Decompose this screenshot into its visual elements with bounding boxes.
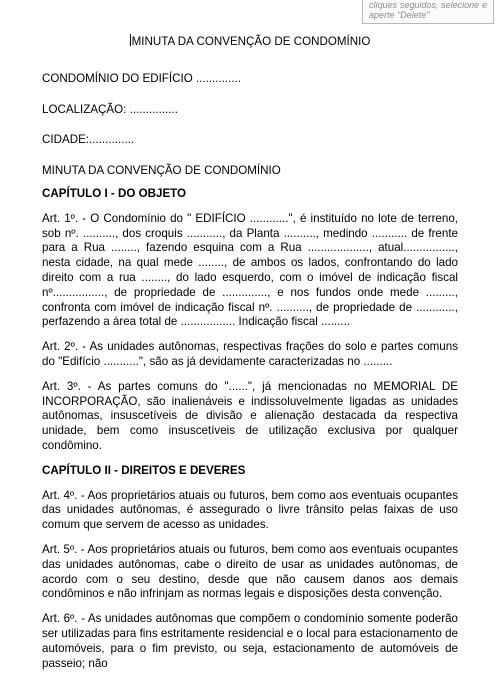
document-title-text: MINUTA DA CONVENÇÃO DE CONDOMÍNIO	[131, 35, 371, 48]
field-localizacao[interactable]: LOCALIZAÇÃO: ...............	[42, 102, 178, 116]
text-cursor	[130, 34, 131, 46]
chapter-1-heading: CAPÍTULO I - DO OBJETO	[42, 186, 187, 200]
article-3: Art. 3º. - As partes comuns do "......", já mencionadas no MEMORIAL DE INCORPORAÇÃO, são inalienáveis e indissoluvelmente ligadas as unidades autônomas, insuscetíveis de divisão e alienação destacada da respectiva unidade, bem como insuscetíveis de utilização exclusiva por qualquer condômino.	[42, 379, 458, 452]
document-subtitle: MINUTA DA CONVENÇÃO DE CONDOMÍNIO	[42, 164, 281, 178]
field-condominio[interactable]: CONDOMÍNIO DO EDIFÍCIO ..............	[42, 71, 242, 85]
article-6: Art. 6º. - As unidades autônomas que compõem o condomínio somente poderão ser utilizadas para fins estritamente residencial e o local para estacionamento de automóveis, para o fim previsto, ou seja, estacionamento de automóveis de passeio; não	[42, 612, 458, 670]
field-cidade[interactable]: CIDADE:..............	[42, 133, 135, 147]
document-page[interactable]	[42, 34, 458, 681]
article-2: Art. 2º. - As unidades autônomas, respectivas frações do solo e partes comuns do "Edifício ...........", são as já devidamente caracterizadas no .........	[42, 340, 458, 368]
document-title	[42, 34, 458, 50]
article-1: Art. 1º. - O Condomínio do " EDIFÍCIO ............", é instituído no lote de terreno, sob nº. .........., dos croquis ..........., da Planta .........., medindo ........... de frente para a Rua ........, fazendo esquina com a Rua ..................., atual................, nesta cidade, na qual mede ........, de ambos os lados, confrontando do lado direito com a rua ........, do lado esquerdo, com o imóvel de indicação fiscal nº................, de propriedade de .............., e nos fundos onde mede ........., confronta com imóvel de indicação fiscal nº. .........., de propriedade de ............, perfazendo a área total de ................. Indicação fiscal .........	[42, 211, 458, 329]
article-4: Art. 4º. - Aos proprietários atuais ou futuros, bem como aos eventuais ocupantes das unidades autônomas, é assegurado o livre trânsito pelas faixas de uso comum que servem de acesso as unidades.	[42, 488, 458, 532]
chapter-2-heading: CAPÍTULO II - DIREITOS E DEVERES	[42, 463, 246, 477]
instruction-hint-box: cliques seguidos, selecione e aperte "Delete"	[362, 0, 494, 24]
article-5: Art. 5º. - Aos proprietários atuais ou futuros, bem como aos eventuais ocupantes das unidades autônomas, cabe o direito de usar as unidades autônomas, de acordo com o seu destino, desde que não causem danos aos demais condôminos e não infrinjam as normas legais e disposições desta convenção.	[42, 542, 458, 601]
